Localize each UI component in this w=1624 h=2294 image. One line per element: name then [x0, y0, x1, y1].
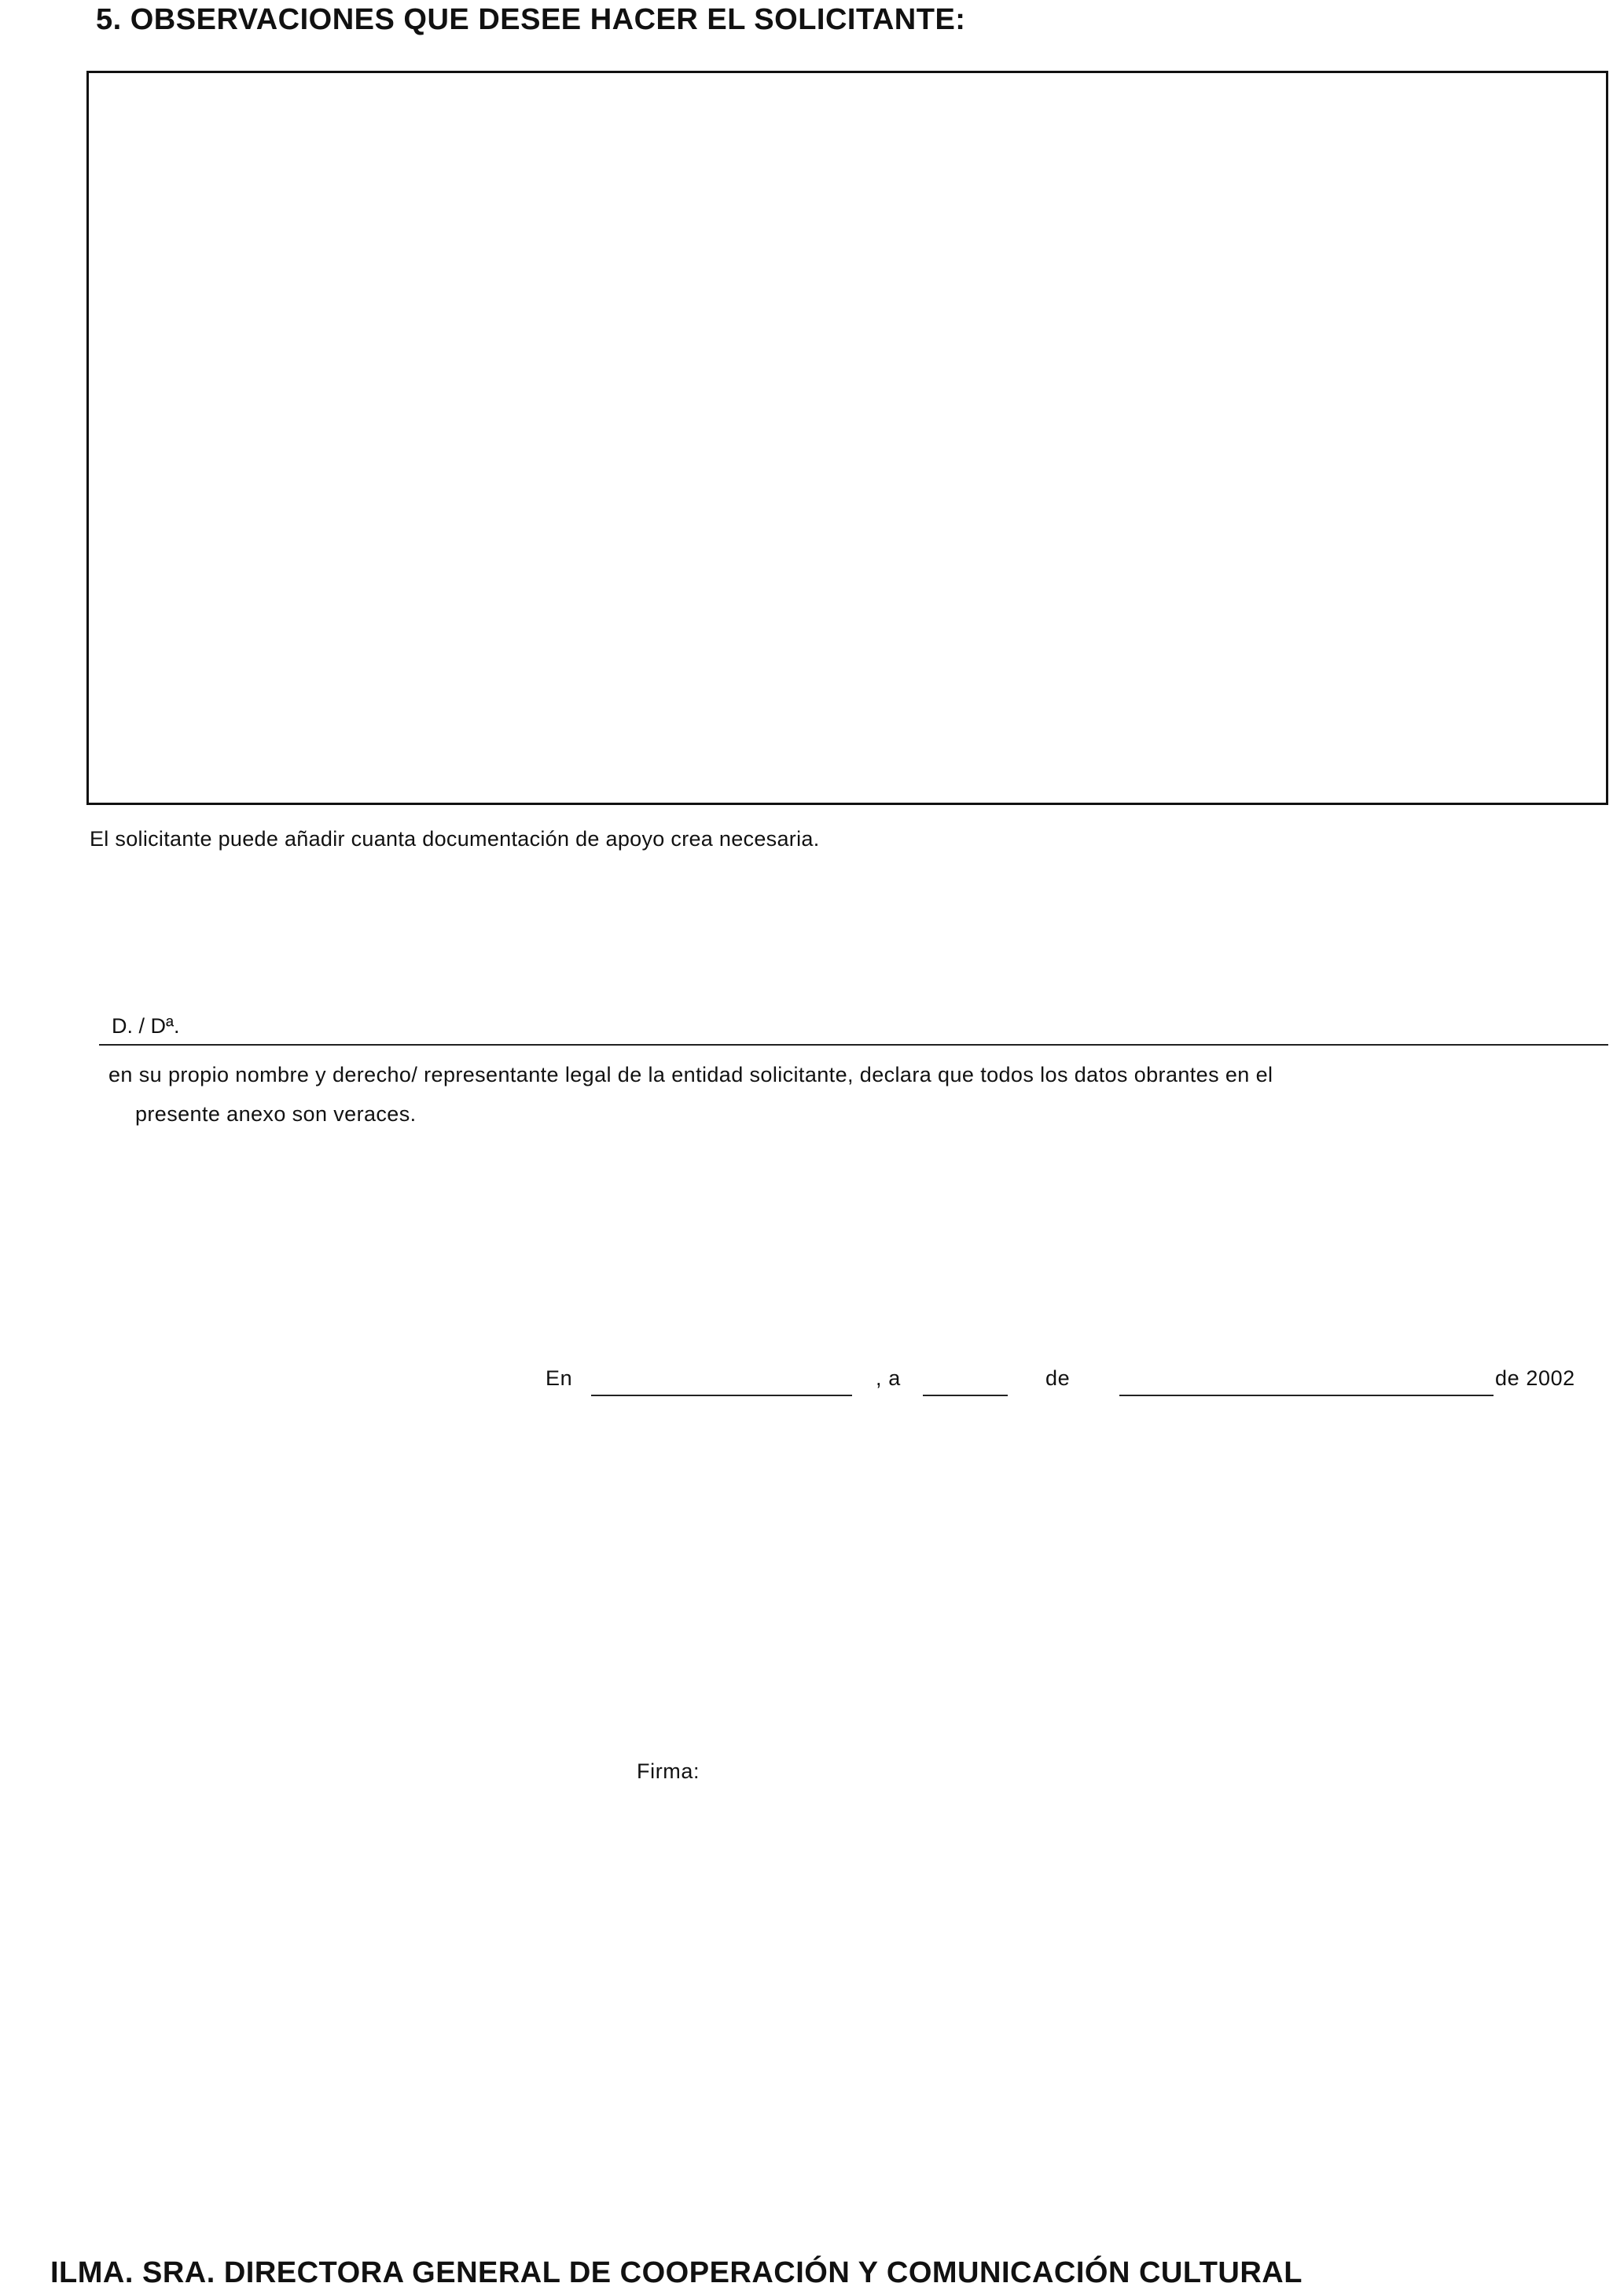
declarant-prefix-label: D. / Dª.: [112, 1014, 180, 1038]
place-label: En: [546, 1366, 573, 1390]
section-heading: 5. OBSERVACIONES QUE DESEE HACER EL SOLICITANTE:: [96, 3, 966, 36]
declarant-name-field[interactable]: [99, 1044, 1608, 1046]
declaration-line-1: en su propio nombre y derecho/ representante legal de la entidad solicitante, declara que todos los datos obrantes en el: [108, 1063, 1273, 1086]
addressee-line: ILMA. SRA. DIRECTORA GENERAL DE COOPERACIÓN Y COMUNICACIÓN CULTURAL: [50, 2256, 1303, 2289]
month-field[interactable]: [1119, 1395, 1494, 1396]
declaration-line-2: presente anexo son veraces.: [135, 1102, 417, 1126]
signature-label: Firma:: [637, 1759, 700, 1783]
observations-field[interactable]: [86, 71, 1608, 805]
day-label: , a: [876, 1366, 901, 1390]
support-documentation-note: El solicitante puede añadir cuanta documentación de apoyo crea necesaria.: [90, 827, 820, 851]
year-label: de 2002: [1495, 1366, 1575, 1390]
place-field[interactable]: [591, 1395, 852, 1396]
day-field[interactable]: [923, 1395, 1008, 1396]
month-label: de: [1045, 1366, 1071, 1390]
declaration-text: [108, 1055, 1586, 1134]
